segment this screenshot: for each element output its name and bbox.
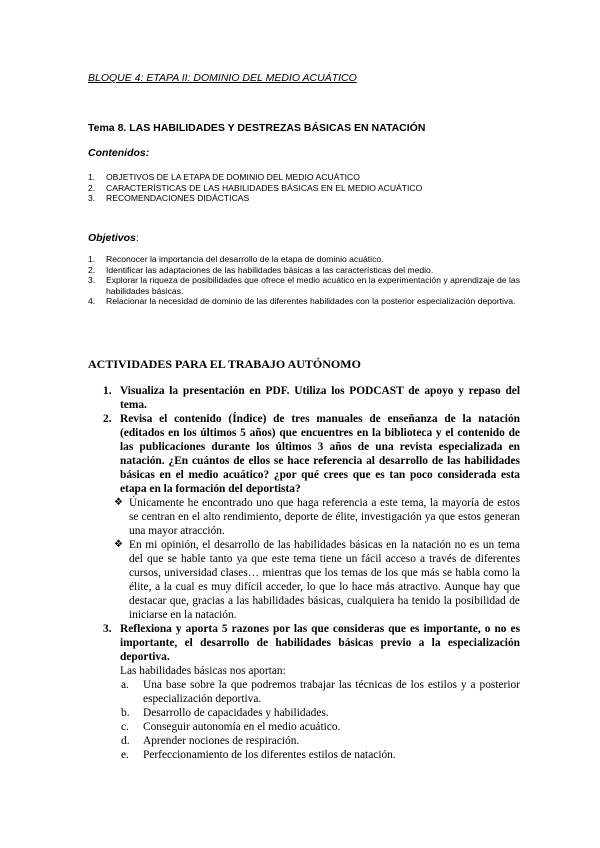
list-item: e. Perfeccionamiento de los diferentes estilos de natación.	[121, 749, 396, 761]
list-item: 3. Explorar la riqueza de posibilidades que ofrece el medio acuático en la experimentación y aprendizaje de las habilidades básicas.	[88, 275, 520, 296]
list-item: 4. Relacionar la necesidad de dominio de las diferentes habilidades con la posterior especialización deportiva.	[88, 296, 516, 307]
activities-list	[100, 384, 520, 762]
diamond-bullet-icon: ❖	[114, 539, 123, 550]
list-item: 3. RECOMENDACIONES DIDÁCTICAS	[88, 193, 250, 204]
objectives-heading: Objetivos:	[88, 232, 139, 244]
list-item: 1. OBJETIVOS DE LA ETAPA DE DOMINIO DEL MEDIO ACUÁTICO	[88, 172, 360, 182]
answer-intro: Las habilidades básicas nos aportan:	[120, 665, 286, 677]
contents-heading: Contenidos:	[88, 147, 150, 159]
block-title: BLOQUE 4: ETAPA II: DOMINIO DEL MEDIO ACUÁTICO	[88, 72, 357, 84]
activity-item: 2. Revisa el contenido (Índice) de tres manuales de enseñanza de la natación (editados en los últimos 5 años) que encuentres en la biblioteca y el contenido de las publicaciones durante los últimos 3 años de una revista especializada en natación. ¿En cuántos de ellos se hace referencia al desarrollo de las habilidades básicas en el medio acuático? ¿por qué crees que es tan poco considerada esta etapa en la formación del deportista? ❖ Únicamente he encontrado uno que haga referencia a este tema, la mayoría de estos se centran en el alto rendimiento, deporte de élite, investigación ya que estos generan una mayor atracción. ❖ En mi opinión, el desarrollo de las habilidades básicas en la natación no es un tema del que se hable tanto ya que este tema tiene un fácil acceso a través de diferentes cursos, universidad clases… mientras que los temas de los que más se habla como la élite, a la cual es muy difícil acceder, lo que lo hace más atractivo. Aunque hay que destacar que, gracias a las habilidades básicas, cualquiera ha tenido la posibilidad de iniciarse en la natación.	[103, 413, 520, 621]
answer-paragraph: ❖ Únicamente he encontrado uno que haga referencia a este tema, la mayoría de estos se centran en el alto rendimiento, deporte de élite, investigación ya que estos generan una mayor atracción.	[114, 497, 520, 537]
activity-item: 1. Visualiza la presentación en PDF. Utiliza los PODCAST de apoyo y repaso del tema.	[103, 385, 520, 411]
contents-list	[88, 172, 520, 204]
list-item: b. Desarrollo de capacidades y habilidades.	[121, 707, 329, 719]
topic-title: Tema 8. LAS HABILIDADES Y DESTREZAS BÁSICAS EN NATACIÓN	[88, 122, 426, 134]
activities-heading: ACTIVIDADES PARA EL TRABAJO AUTÓNOMO	[88, 357, 361, 371]
answer-paragraph: ❖ En mi opinión, el desarrollo de las habilidades básicas en la natación no es un tema del que se hable tanto ya que este tema tiene un fácil acceso a través de diferentes cursos, universidad clases… mientras que los temas de los que más se habla como la élite, a la cual es muy difícil acceder, lo que lo hace más atractivo. Aunque hay que destacar que, gracias a las habilidades básicas, cualquiera ha tenido la posibilidad de iniciarse en la natación.	[114, 539, 520, 621]
list-item: 1. Reconocer la importancia del desarrollo de la etapa de dominio acuático.	[88, 254, 384, 264]
list-item: d. Aprender nociones de respiración.	[121, 735, 300, 747]
activity-item: 3. Reflexiona y aporta 5 razones por las que consideras que es importante, o no es importante, el desarrollo de habilidades básicas previo a la especialización deportiva. Las habilidades básicas nos aportan: a. Una base sobre la que podremos trabajar las técnicas de los estilos y a posterior especialización deportiva. b. Desarrollo de capacidades y habilidades. c. Conseguir autonomía en el medio acuático. d. Aprender nociones de respiración. e. Perfeccionamiento de los diferentes estilos de natación.	[103, 623, 520, 761]
reasons-list	[120, 678, 520, 762]
activity-question: Visualiza la presentación en PDF. Utiliza los PODCAST de apoyo y repaso del tema.	[120, 385, 520, 411]
activity-question: Revisa el contenido (Índice) de tres manuales de enseñanza de la natación (editados en los últimos 5 años) que encuentres en la biblioteca y el contenido de las publicaciones durante los últimos 3 años de una revista especializada en natación. ¿En cuántos de ellos se hace referencia al desarrollo de las habilidades básicas en el medio acuático? ¿por qué crees que es tan poco considerada esta etapa en la formación del deportista?	[120, 413, 520, 495]
list-item: c. Conseguir autonomía en el medio acuático.	[121, 721, 341, 733]
list-item: a. Una base sobre la que podremos trabajar las técnicas de los estilos y a posterior especialización deportiva.	[121, 679, 520, 705]
list-item: 2. CARACTERÍSTICAS DE LAS HABILIDADES BÁSICAS EN EL MEDIO ACUÁTICO	[88, 182, 423, 193]
diamond-bullet-icon: ❖	[114, 497, 123, 508]
activity-question: Reflexiona y aporta 5 razones por las que consideras que es importante, o no es importante, el desarrollo de habilidades básicas previo a la especialización deportiva.	[120, 623, 520, 663]
list-item: 2. Identificar las adaptaciones de las habilidades básicas a las características del medio.	[88, 264, 434, 275]
objectives-list	[88, 254, 520, 307]
